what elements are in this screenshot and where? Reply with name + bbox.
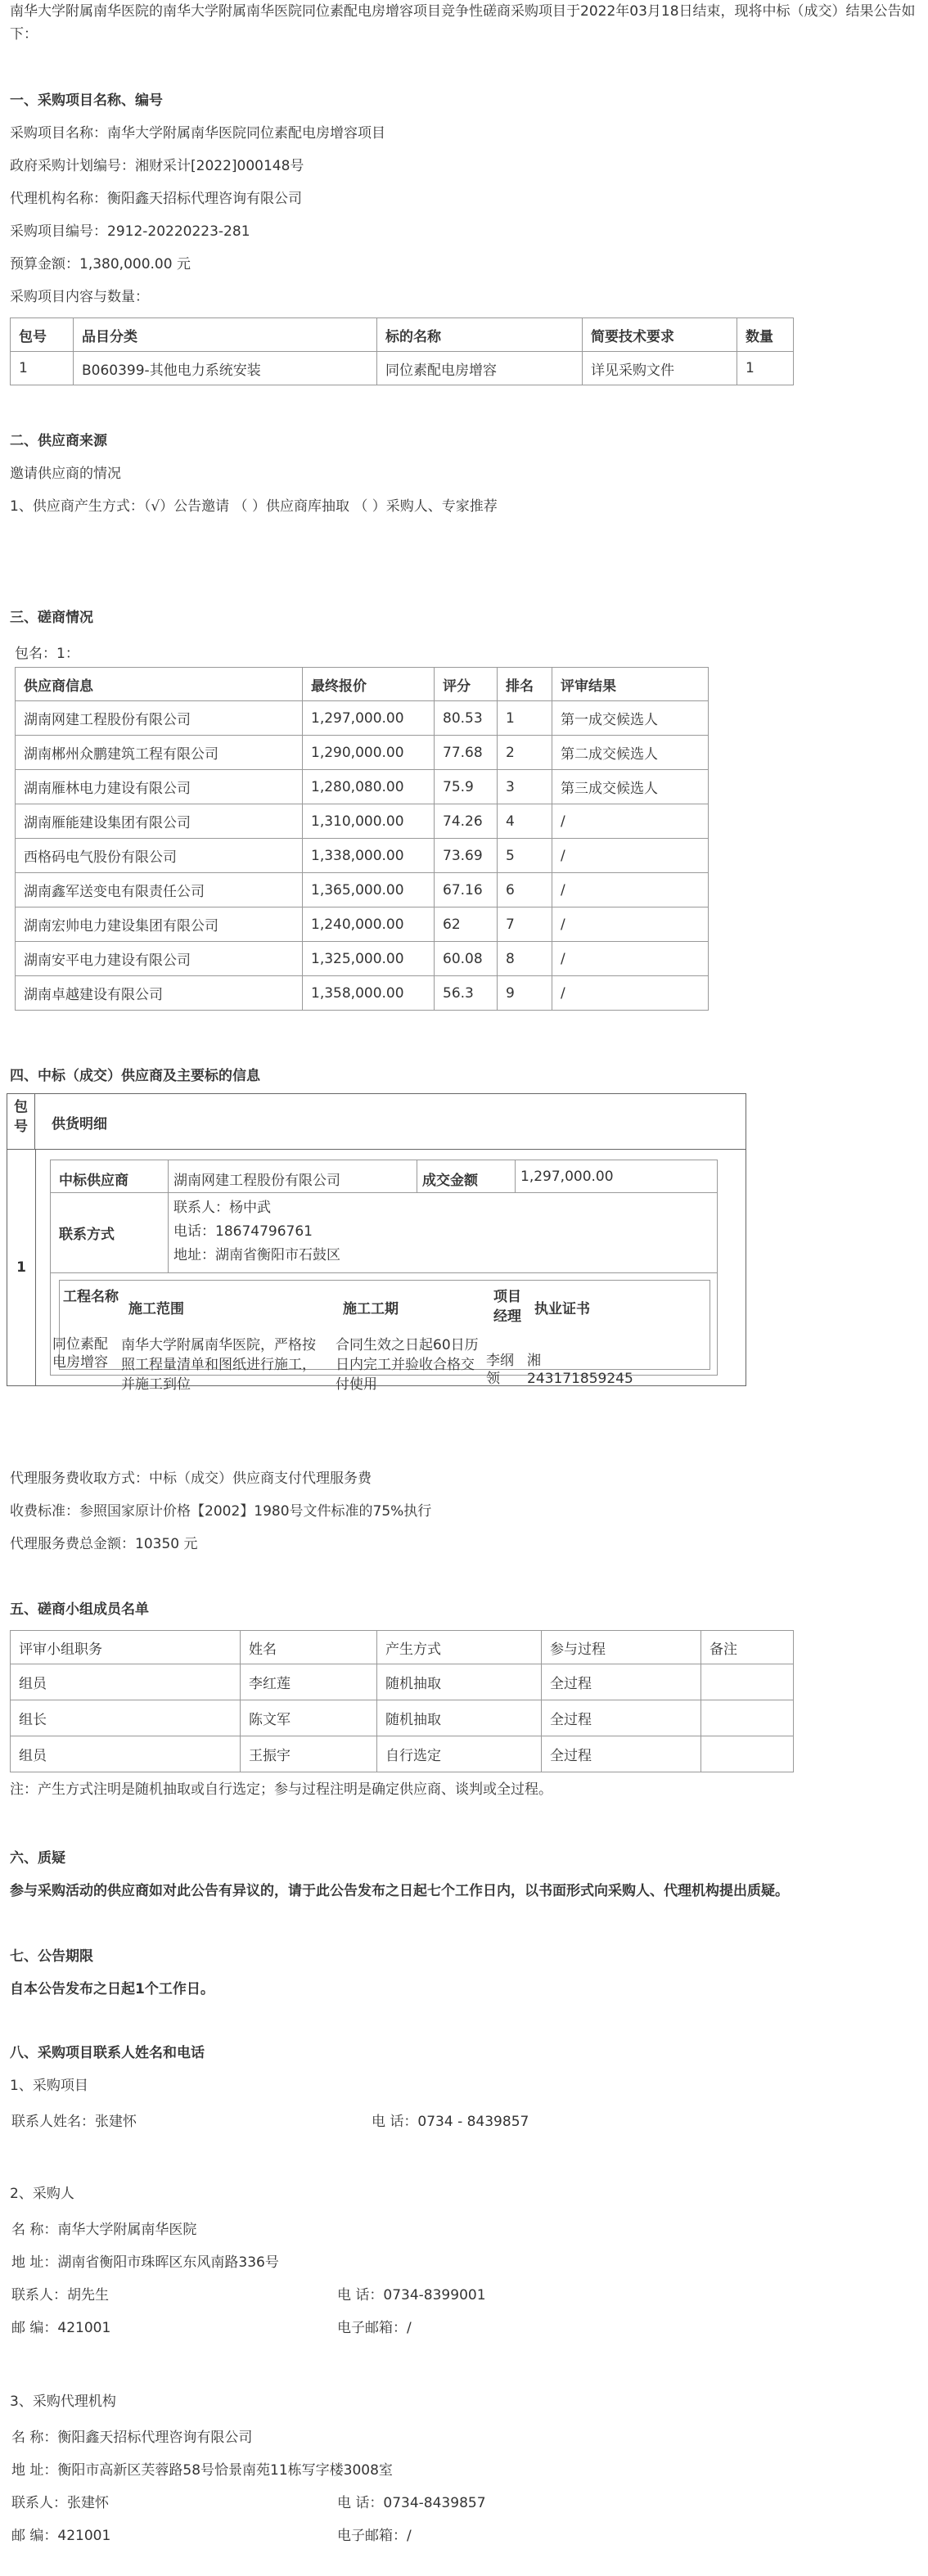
supplier-source-sub: 邀请供应商的情况 — [10, 466, 121, 482]
supplier-method: 1、供应商产生方式：（√）公告邀请 （ ）供应商库抽取 （ ）采购人、专家推荐 — [10, 498, 498, 515]
contact-phone: 电话：18674796761 — [173, 1223, 313, 1240]
winner-label: 中标供应商 — [51, 1160, 169, 1193]
table-cell: 80.53 — [435, 701, 498, 736]
table-row — [16, 701, 709, 736]
header-cell: 姓名 — [241, 1631, 377, 1664]
section5-title: 五、磋商小组成员名单 — [10, 1601, 149, 1618]
table-cell: 随机抽取 — [377, 1700, 542, 1736]
table-cell: 王振宇 — [241, 1736, 377, 1772]
table-row — [16, 839, 709, 873]
agency-phone: 电 话：0734-8439857 — [337, 2495, 486, 2511]
table-cell: 组长 — [11, 1700, 241, 1736]
table-cell: 1,297,000.00 — [303, 701, 435, 736]
package-no-header: 包号 — [7, 1094, 35, 1150]
agency-address: 地 址：衡阳市高新区芙蓉路58号恰景南苑11栋写字楼3008室 — [11, 2462, 393, 2479]
table-cell: 77.68 — [435, 736, 498, 770]
agency-name: 代理机构名称：衡阳鑫天招标代理咨询有限公司 — [10, 191, 302, 207]
agency-email: 电子邮箱：/ — [337, 2528, 412, 2544]
table-cell: / — [552, 907, 709, 942]
table-cell: 56.3 — [435, 976, 498, 1011]
table-cell: 全过程 — [542, 1664, 701, 1700]
table-row — [16, 804, 709, 839]
content-label: 采购项目内容与数量： — [10, 289, 149, 305]
fee-method: 代理服务费收取方式：中标（成交）供应商支付代理服务费 — [10, 1470, 372, 1487]
table-header-row — [16, 668, 709, 701]
table-row — [16, 736, 709, 770]
section1-title: 一、采购项目名称、编号 — [10, 92, 163, 109]
table-cell: 湖南鑫军送变电有限责任公司 — [16, 873, 303, 907]
package-name: 包名：1： — [15, 646, 79, 662]
fee-standard: 收费标准：参照国家原计价格【2002】1980号文件标准的75%执行 — [10, 1503, 432, 1520]
purchaser-zip: 邮 编：421001 — [11, 2320, 111, 2336]
table-cell: 75.9 — [435, 770, 498, 804]
table-cell: / — [552, 839, 709, 873]
section2-title: 二、供应商来源 — [10, 433, 107, 449]
agency-zip: 邮 编：421001 — [11, 2528, 111, 2544]
table-row — [16, 976, 709, 1011]
intro-text: 南华大学附属南华医院的南华大学附属南华医院同位素配电房增容项目竞争性磋商采购项目于2022年03月18日结束，现将中标（成交）结果公告如下： — [10, 3, 916, 43]
table-cell: / — [552, 873, 709, 907]
table-cell: 组员 — [11, 1736, 241, 1772]
header-cell: 最终报价 — [303, 668, 435, 701]
table-cell: 1,290,000.00 — [303, 736, 435, 770]
table-row — [11, 352, 794, 385]
table-cell: B060399-其他电力系统安装 — [74, 352, 377, 385]
purchaser-address: 地 址：湖南省衡阳市珠晖区东风南路336号 — [11, 2254, 279, 2271]
table-cell: 第一成交候选人 — [552, 701, 709, 736]
period-text: 自本公告发布之日起1个工作日。 — [10, 1981, 214, 1997]
panel-members-table — [10, 1630, 794, 1772]
section7-title: 七、公告期限 — [10, 1948, 93, 1965]
table-cell: 组员 — [11, 1664, 241, 1700]
contact-address: 地址：湖南省衡阳市石鼓区 — [173, 1247, 340, 1263]
purchaser-heading: 2、采购人 — [10, 2186, 74, 2202]
table-cell: 5 — [498, 839, 552, 873]
header-cell: 评审结果 — [552, 668, 709, 701]
table-cell: 湖南卓越建设有限公司 — [16, 976, 303, 1011]
contact-project-person: 联系人姓名：张建怀 — [11, 2114, 137, 2130]
sub-header-cert: 执业证书 — [534, 1301, 590, 1317]
table-cell: 1 — [11, 352, 74, 385]
table-row — [16, 770, 709, 804]
table-cell: 4 — [498, 804, 552, 839]
table-cell: 67.16 — [435, 873, 498, 907]
table-cell: 1 — [498, 701, 552, 736]
bid-results-table — [15, 667, 709, 1011]
table-cell: / — [552, 804, 709, 839]
table-cell: 自行选定 — [377, 1736, 542, 1772]
table-cell: 1,310,000.00 — [303, 804, 435, 839]
table-cell: 湖南雁林电力建设有限公司 — [16, 770, 303, 804]
purchaser-contact: 联系人：胡先生 — [11, 2287, 109, 2304]
table-cell: / — [552, 976, 709, 1011]
plan-number: 政府采购计划编号：湘财采计[2022]000148号 — [10, 158, 304, 174]
header-cell: 标的名称 — [377, 318, 583, 352]
contact-project-heading: 1、采购项目 — [10, 2078, 88, 2094]
header-cell: 产生方式 — [377, 1631, 542, 1664]
amount-label: 成交金额 — [417, 1160, 516, 1193]
table-cell: / — [552, 942, 709, 976]
table-cell: 8 — [498, 942, 552, 976]
table-row — [16, 942, 709, 976]
table-cell: 全过程 — [542, 1736, 701, 1772]
table-cell: 6 — [498, 873, 552, 907]
header-cell: 评审小组职务 — [11, 1631, 241, 1664]
table-cell: 湖南安平电力建设有限公司 — [16, 942, 303, 976]
purchaser-phone: 电 话：0734-8399001 — [337, 2287, 486, 2304]
agency-contact: 联系人：张建怀 — [11, 2495, 109, 2511]
panel-note: 注：产生方式注明是随机抽取或自行选定；参与过程注明是确定供应商、谈判或全过程。 — [10, 1781, 552, 1798]
table-cell: 随机抽取 — [377, 1664, 542, 1700]
table-cell: 湖南郴州众鹏建筑工程有限公司 — [16, 736, 303, 770]
header-cell: 数量 — [737, 318, 794, 352]
budget: 预算金额：1,380,000.00 元 — [10, 256, 191, 272]
purchaser-name: 名 称：南华大学附属南华医院 — [11, 2222, 197, 2238]
table-cell: 湖南雁能建设集团有限公司 — [16, 804, 303, 839]
fee-total: 代理服务费总金额：10350 元 — [10, 1536, 198, 1552]
sub-cell-project: 同位素配电房增容 — [52, 1336, 108, 1371]
contact-details — [169, 1193, 717, 1273]
header-cell: 排名 — [498, 668, 552, 701]
supply-detail-header: 供货明细 — [35, 1094, 746, 1150]
table-cell: 1,338,000.00 — [303, 839, 435, 873]
table-cell: 2 — [498, 736, 552, 770]
table-cell — [701, 1664, 794, 1700]
table-header-row — [11, 318, 794, 352]
table-cell: 第二成交候选人 — [552, 736, 709, 770]
table-cell: 60.08 — [435, 942, 498, 976]
procurement-items-table — [10, 317, 794, 385]
sub-cell-scope: 南华大学附属南华医院，严格按照工程量清单和图纸进行施工，并施工到位 — [121, 1337, 316, 1393]
sub-header-scope: 施工范围 — [128, 1301, 184, 1317]
table-row — [16, 907, 709, 942]
table-cell: 湖南宏帅电力建设集团有限公司 — [16, 907, 303, 942]
table-cell: 74.26 — [435, 804, 498, 839]
project-number: 采购项目编号：2912-20220223-281 — [10, 223, 250, 240]
section8-title: 八、采购项目联系人姓名和电话 — [10, 2045, 205, 2061]
table-cell: 1,280,080.00 — [303, 770, 435, 804]
sub-header-project: 工程名称 — [63, 1289, 119, 1305]
table-row — [11, 1664, 794, 1700]
table-header-row — [11, 1631, 794, 1664]
objection-text: 参与采购活动的供应商如对此公告有异议的，请于此公告发布之日起七个工作日内，以书面形式向采购人、代理机构提出质疑。 — [10, 1883, 789, 1899]
header-cell: 评分 — [435, 668, 498, 701]
table-cell: 9 — [498, 976, 552, 1011]
table-cell: 3 — [498, 770, 552, 804]
contact-person: 联系人：杨中武 — [173, 1200, 271, 1216]
table-cell: 73.69 — [435, 839, 498, 873]
header-cell: 供应商信息 — [16, 668, 303, 701]
section4-title: 四、中标（成交）供应商及主要标的信息 — [10, 1068, 260, 1084]
table-cell: 62 — [435, 907, 498, 942]
agency-contact-name: 名 称：衡阳鑫天招标代理咨询有限公司 — [11, 2430, 253, 2446]
purchaser-email: 电子邮箱：/ — [337, 2320, 412, 2336]
sub-cell-period: 合同生效之日起60日历日内完工并验收合格交付使用 — [336, 1337, 479, 1393]
table-cell: 同位素配电房增容 — [377, 352, 583, 385]
section3-title: 三、磋商情况 — [10, 610, 93, 626]
sub-cell-manager: 李纲领 — [486, 1353, 514, 1387]
sub-header-period: 施工工期 — [343, 1301, 399, 1317]
table-cell: 1 — [737, 352, 794, 385]
table-cell: 李红莲 — [241, 1664, 377, 1700]
project-name: 采购项目名称：南华大学附属南华医院同位素配电房增容项目 — [10, 125, 385, 142]
table-cell: 1,365,000.00 — [303, 873, 435, 907]
package-no-value: 1 — [7, 1150, 36, 1385]
table-cell: 陈文军 — [241, 1700, 377, 1736]
winner-name: 湖南网建工程股份有限公司 — [169, 1160, 417, 1193]
table-cell: 1,240,000.00 — [303, 907, 435, 942]
table-cell: 第三成交候选人 — [552, 770, 709, 804]
agency-heading: 3、采购代理机构 — [10, 2394, 116, 2410]
header-cell: 简要技术要求 — [583, 318, 737, 352]
table-row — [11, 1736, 794, 1772]
table-cell: 7 — [498, 907, 552, 942]
sub-cell-cert: 湘243171859245 — [527, 1353, 633, 1387]
table-cell: 全过程 — [542, 1700, 701, 1736]
table-cell: 湖南网建工程股份有限公司 — [16, 701, 303, 736]
contact-label: 联系方式 — [51, 1193, 169, 1273]
contact-project-phone: 电 话：0734 - 8439857 — [372, 2114, 529, 2130]
table-cell: 详见采购文件 — [583, 352, 737, 385]
amount-value: 1,297,000.00 — [516, 1160, 717, 1193]
table-cell: 1,358,000.00 — [303, 976, 435, 1011]
table-row — [16, 873, 709, 907]
table-cell — [701, 1700, 794, 1736]
table-row — [11, 1700, 794, 1736]
sub-header-manager: 项目经理 — [493, 1289, 521, 1325]
table-cell — [701, 1736, 794, 1772]
header-cell: 品目分类 — [74, 318, 377, 352]
header-cell: 参与过程 — [542, 1631, 701, 1664]
table-cell: 1,325,000.00 — [303, 942, 435, 976]
table-cell: 西格码电气股份有限公司 — [16, 839, 303, 873]
section6-title: 六、质疑 — [10, 1850, 65, 1867]
header-cell: 包号 — [11, 318, 74, 352]
header-cell: 备注 — [701, 1631, 794, 1664]
